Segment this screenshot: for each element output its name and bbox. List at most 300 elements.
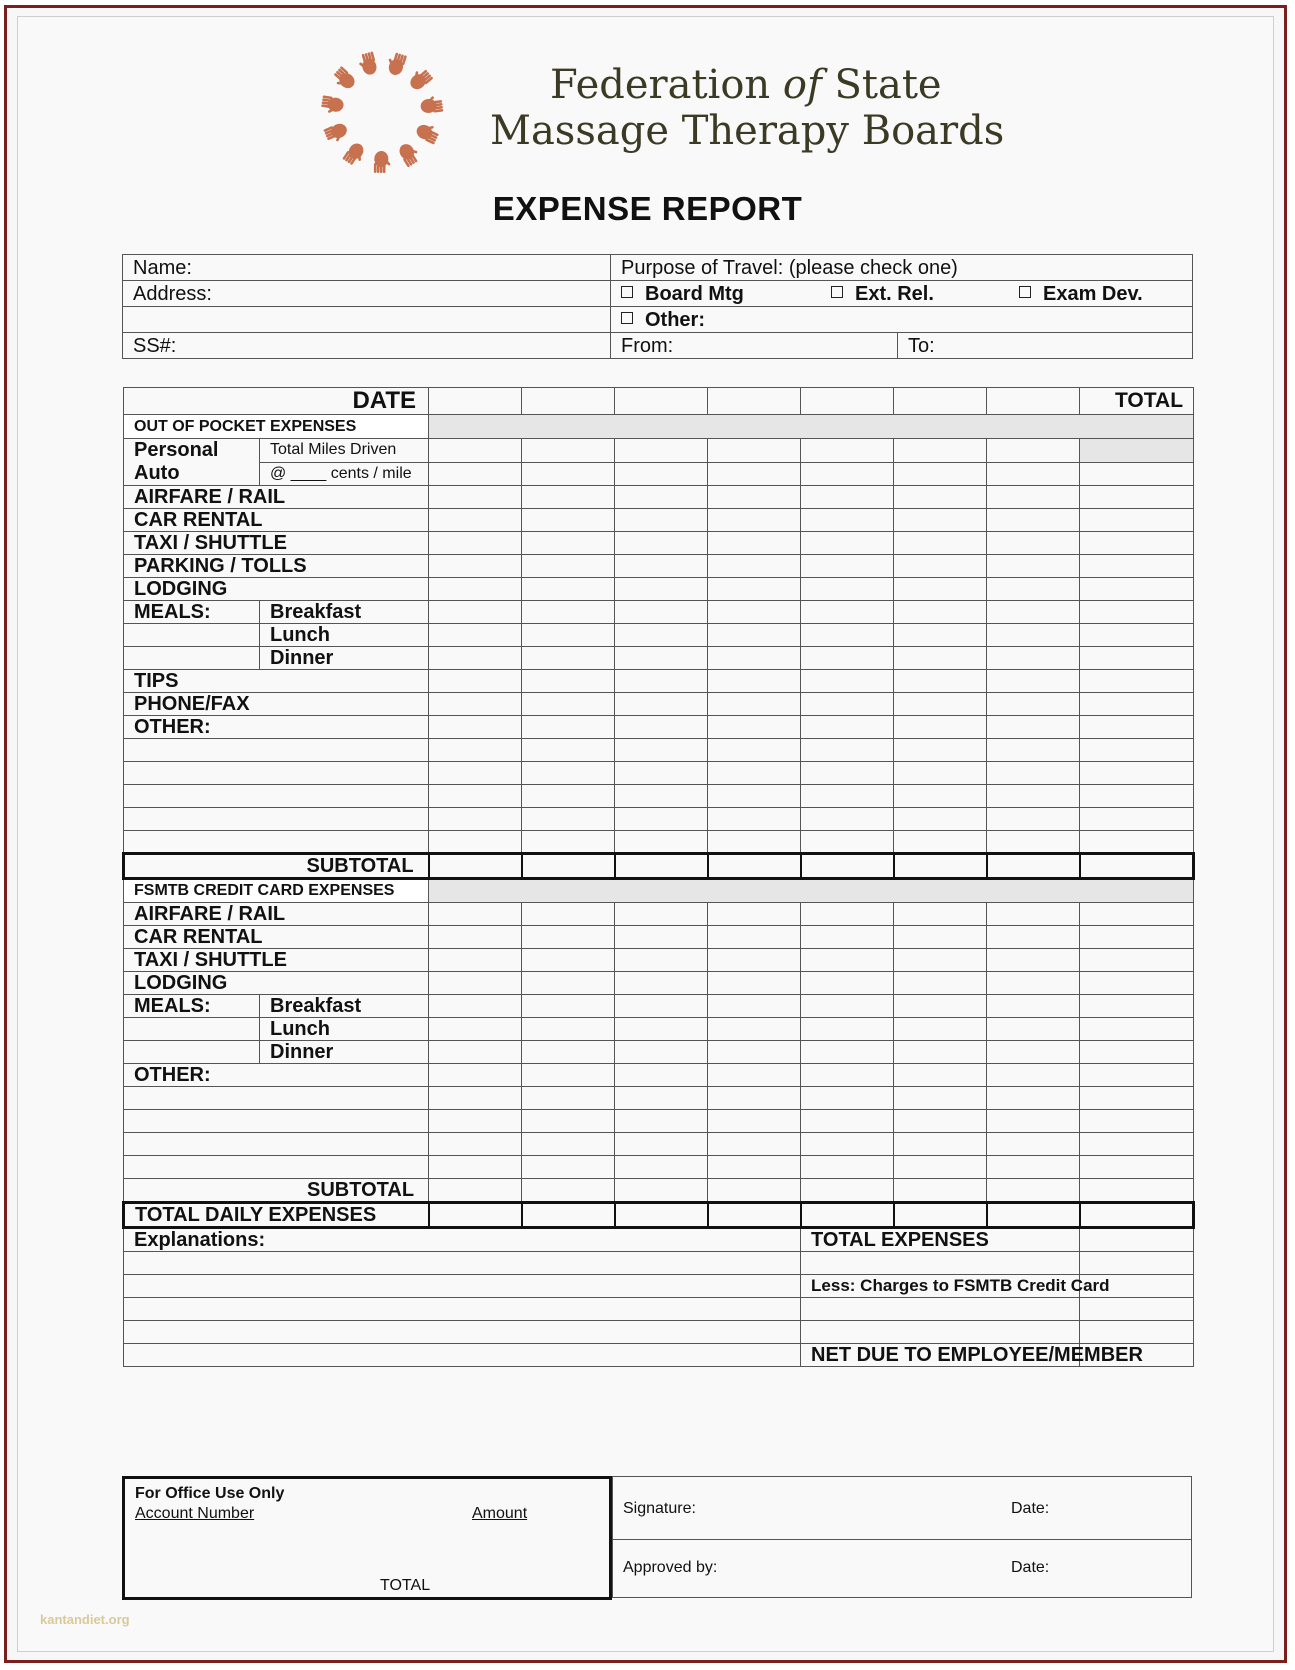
day-cell[interactable] <box>801 1041 894 1064</box>
day-cell[interactable] <box>522 647 615 670</box>
row-total-cell[interactable] <box>1080 1133 1194 1156</box>
day-cell[interactable] <box>708 1041 801 1064</box>
day-cell[interactable] <box>987 854 1080 879</box>
day-cell[interactable] <box>801 831 894 854</box>
day-cell[interactable] <box>801 785 894 808</box>
day-cell[interactable] <box>522 693 615 716</box>
checkbox-other[interactable] <box>621 312 633 324</box>
day-cell[interactable] <box>987 532 1080 555</box>
day-cell[interactable] <box>987 670 1080 693</box>
day-cell[interactable] <box>615 509 708 532</box>
day-cell[interactable] <box>615 1133 708 1156</box>
day-cell[interactable] <box>429 624 522 647</box>
day-cell[interactable] <box>429 808 522 831</box>
day-cell[interactable] <box>615 486 708 509</box>
day-cell[interactable] <box>987 1179 1080 1203</box>
day-cell[interactable] <box>894 739 987 762</box>
day-cell[interactable] <box>987 509 1080 532</box>
day-cell[interactable] <box>708 716 801 739</box>
day-cell[interactable] <box>987 439 1080 463</box>
row-total-cell[interactable] <box>1080 1041 1194 1064</box>
explanation-line[interactable] <box>124 1298 801 1321</box>
date-cell[interactable] <box>429 388 522 415</box>
day-cell[interactable] <box>894 1110 987 1133</box>
checkbox-board-mtg[interactable] <box>621 286 633 298</box>
day-cell[interactable] <box>708 1087 801 1110</box>
other-blank-row[interactable] <box>124 1087 429 1110</box>
day-cell[interactable] <box>987 1203 1080 1228</box>
day-cell[interactable] <box>987 926 1080 949</box>
day-cell[interactable] <box>615 439 708 463</box>
day-cell[interactable] <box>429 439 522 463</box>
day-cell[interactable] <box>429 1133 522 1156</box>
day-cell[interactable] <box>615 624 708 647</box>
day-cell[interactable] <box>801 1203 894 1228</box>
day-cell[interactable] <box>615 716 708 739</box>
day-cell[interactable] <box>615 739 708 762</box>
day-cell[interactable] <box>429 903 522 926</box>
day-cell[interactable] <box>801 1087 894 1110</box>
day-cell[interactable] <box>708 462 801 486</box>
day-cell[interactable] <box>894 578 987 601</box>
day-cell[interactable] <box>708 949 801 972</box>
signature-row[interactable] <box>613 1477 1191 1540</box>
day-cell[interactable] <box>429 509 522 532</box>
ss-field[interactable] <box>123 333 611 359</box>
explanation-line[interactable] <box>124 1275 801 1298</box>
day-cell[interactable] <box>522 716 615 739</box>
day-cell[interactable] <box>615 785 708 808</box>
day-cell[interactable] <box>429 1156 522 1179</box>
row-total-cell[interactable] <box>1080 1156 1194 1179</box>
day-cell[interactable] <box>987 972 1080 995</box>
day-cell[interactable] <box>801 1018 894 1041</box>
name-field[interactable] <box>123 255 611 281</box>
day-cell[interactable] <box>801 509 894 532</box>
day-cell[interactable] <box>522 972 615 995</box>
row-total-cell[interactable] <box>1080 995 1194 1018</box>
day-cell[interactable] <box>894 854 987 879</box>
option-ext-rel[interactable]: Ext. Rel. <box>831 283 1019 305</box>
day-cell[interactable] <box>987 903 1080 926</box>
summary-amount-cell[interactable] <box>1080 1321 1194 1344</box>
day-cell[interactable] <box>894 1041 987 1064</box>
day-cell[interactable] <box>801 1133 894 1156</box>
day-cell[interactable] <box>429 486 522 509</box>
row-total-cell[interactable] <box>1080 1203 1194 1228</box>
address-line2-field[interactable] <box>123 307 611 333</box>
day-cell[interactable] <box>801 762 894 785</box>
day-cell[interactable] <box>708 785 801 808</box>
day-cell[interactable] <box>894 693 987 716</box>
address-field[interactable] <box>123 281 611 307</box>
day-cell[interactable] <box>522 808 615 831</box>
row-total-cell[interactable] <box>1080 1179 1194 1203</box>
other-blank-row[interactable] <box>124 808 429 831</box>
day-cell[interactable] <box>987 1156 1080 1179</box>
day-cell[interactable] <box>615 532 708 555</box>
day-cell[interactable] <box>522 1041 615 1064</box>
day-cell[interactable] <box>894 926 987 949</box>
day-cell[interactable] <box>894 1064 987 1087</box>
checkbox-exam-dev[interactable] <box>1019 286 1031 298</box>
day-cell[interactable] <box>522 1087 615 1110</box>
day-cell[interactable] <box>894 831 987 854</box>
day-cell[interactable] <box>615 854 708 879</box>
day-cell[interactable] <box>429 785 522 808</box>
day-cell[interactable] <box>987 624 1080 647</box>
day-cell[interactable] <box>429 926 522 949</box>
explanation-line[interactable] <box>124 1321 801 1344</box>
summary-amount-cell[interactable] <box>1080 1298 1194 1321</box>
date-cell[interactable] <box>801 388 894 415</box>
day-cell[interactable] <box>894 439 987 463</box>
day-cell[interactable] <box>522 1156 615 1179</box>
day-cell[interactable] <box>615 555 708 578</box>
day-cell[interactable] <box>894 995 987 1018</box>
day-cell[interactable] <box>987 831 1080 854</box>
day-cell[interactable] <box>987 601 1080 624</box>
day-cell[interactable] <box>429 670 522 693</box>
day-cell[interactable] <box>894 716 987 739</box>
day-cell[interactable] <box>429 693 522 716</box>
day-cell[interactable] <box>429 972 522 995</box>
other-blank-row[interactable] <box>124 785 429 808</box>
day-cell[interactable] <box>708 762 801 785</box>
day-cell[interactable] <box>708 995 801 1018</box>
day-cell[interactable] <box>615 693 708 716</box>
day-cell[interactable] <box>615 1018 708 1041</box>
day-cell[interactable] <box>522 1133 615 1156</box>
day-cell[interactable] <box>987 462 1080 486</box>
day-cell[interactable] <box>522 903 615 926</box>
day-cell[interactable] <box>429 739 522 762</box>
day-cell[interactable] <box>987 555 1080 578</box>
day-cell[interactable] <box>894 949 987 972</box>
row-total-cell[interactable] <box>1080 509 1194 532</box>
day-cell[interactable] <box>801 995 894 1018</box>
day-cell[interactable] <box>987 785 1080 808</box>
day-cell[interactable] <box>801 578 894 601</box>
day-cell[interactable] <box>522 1018 615 1041</box>
day-cell[interactable] <box>801 693 894 716</box>
day-cell[interactable] <box>522 785 615 808</box>
day-cell[interactable] <box>522 509 615 532</box>
day-cell[interactable] <box>894 462 987 486</box>
day-cell[interactable] <box>522 926 615 949</box>
day-cell[interactable] <box>429 647 522 670</box>
day-cell[interactable] <box>987 949 1080 972</box>
day-cell[interactable] <box>894 670 987 693</box>
day-cell[interactable] <box>801 926 894 949</box>
day-cell[interactable] <box>987 578 1080 601</box>
row-total-cell[interactable] <box>1080 785 1194 808</box>
day-cell[interactable] <box>522 486 615 509</box>
day-cell[interactable] <box>801 903 894 926</box>
day-cell[interactable] <box>708 972 801 995</box>
day-cell[interactable] <box>987 1110 1080 1133</box>
day-cell[interactable] <box>708 647 801 670</box>
day-cell[interactable] <box>894 647 987 670</box>
row-total-cell[interactable] <box>1080 716 1194 739</box>
day-cell[interactable] <box>615 831 708 854</box>
day-cell[interactable] <box>522 995 615 1018</box>
day-cell[interactable] <box>894 624 987 647</box>
day-cell[interactable] <box>522 624 615 647</box>
day-cell[interactable] <box>894 972 987 995</box>
day-cell[interactable] <box>708 739 801 762</box>
day-cell[interactable] <box>894 486 987 509</box>
day-cell[interactable] <box>615 972 708 995</box>
day-cell[interactable] <box>987 1041 1080 1064</box>
day-cell[interactable] <box>801 624 894 647</box>
day-cell[interactable] <box>987 1064 1080 1087</box>
day-cell[interactable] <box>801 439 894 463</box>
other-blank-row[interactable] <box>124 739 429 762</box>
day-cell[interactable] <box>615 1087 708 1110</box>
row-total-cell[interactable] <box>1080 1110 1194 1133</box>
day-cell[interactable] <box>429 1064 522 1087</box>
day-cell[interactable] <box>801 462 894 486</box>
day-cell[interactable] <box>708 1064 801 1087</box>
from-field[interactable]: From: <box>611 333 898 359</box>
day-cell[interactable] <box>801 532 894 555</box>
day-cell[interactable] <box>522 1203 615 1228</box>
day-cell[interactable] <box>615 949 708 972</box>
day-cell[interactable] <box>708 532 801 555</box>
day-cell[interactable] <box>429 762 522 785</box>
day-cell[interactable] <box>429 601 522 624</box>
day-cell[interactable] <box>987 693 1080 716</box>
date-cell[interactable] <box>987 388 1080 415</box>
day-cell[interactable] <box>522 762 615 785</box>
row-total-cell[interactable] <box>1080 926 1194 949</box>
day-cell[interactable] <box>522 532 615 555</box>
day-cell[interactable] <box>894 1179 987 1203</box>
day-cell[interactable] <box>708 1203 801 1228</box>
day-cell[interactable] <box>429 1087 522 1110</box>
day-cell[interactable] <box>987 1133 1080 1156</box>
other-blank-row[interactable] <box>124 831 429 854</box>
day-cell[interactable] <box>801 972 894 995</box>
day-cell[interactable] <box>987 716 1080 739</box>
other-blank-row[interactable] <box>124 1156 429 1179</box>
day-cell[interactable] <box>522 670 615 693</box>
day-cell[interactable] <box>708 439 801 463</box>
day-cell[interactable] <box>801 647 894 670</box>
date-cell[interactable] <box>522 388 615 415</box>
day-cell[interactable] <box>522 1179 615 1203</box>
day-cell[interactable] <box>708 926 801 949</box>
option-other[interactable]: Other: <box>611 307 1193 333</box>
other-blank-row[interactable] <box>124 1133 429 1156</box>
day-cell[interactable] <box>429 532 522 555</box>
day-cell[interactable] <box>894 509 987 532</box>
day-cell[interactable] <box>894 601 987 624</box>
day-cell[interactable] <box>522 555 615 578</box>
day-cell[interactable] <box>615 1156 708 1179</box>
day-cell[interactable] <box>894 785 987 808</box>
day-cell[interactable] <box>894 532 987 555</box>
explanation-line[interactable] <box>124 1344 801 1367</box>
day-cell[interactable] <box>429 831 522 854</box>
row-total-cell[interactable] <box>1080 601 1194 624</box>
day-cell[interactable] <box>429 949 522 972</box>
day-cell[interactable] <box>615 762 708 785</box>
day-cell[interactable] <box>429 995 522 1018</box>
day-cell[interactable] <box>894 1087 987 1110</box>
day-cell[interactable] <box>708 831 801 854</box>
day-cell[interactable] <box>801 1179 894 1203</box>
day-cell[interactable] <box>429 1018 522 1041</box>
row-total-cell[interactable] <box>1080 854 1194 879</box>
other-blank-row[interactable] <box>124 762 429 785</box>
day-cell[interactable] <box>801 1156 894 1179</box>
day-cell[interactable] <box>429 1041 522 1064</box>
date-cell[interactable] <box>708 388 801 415</box>
day-cell[interactable] <box>615 462 708 486</box>
day-cell[interactable] <box>429 854 522 879</box>
day-cell[interactable] <box>801 808 894 831</box>
row-total-cell[interactable] <box>1080 647 1194 670</box>
date-cell[interactable] <box>615 388 708 415</box>
day-cell[interactable] <box>708 624 801 647</box>
day-cell[interactable] <box>987 808 1080 831</box>
day-cell[interactable] <box>708 670 801 693</box>
row-total-cell[interactable] <box>1080 949 1194 972</box>
day-cell[interactable] <box>615 926 708 949</box>
day-cell[interactable] <box>987 486 1080 509</box>
date-cell[interactable] <box>894 388 987 415</box>
day-cell[interactable] <box>708 555 801 578</box>
day-cell[interactable] <box>801 1110 894 1133</box>
row-total-cell[interactable] <box>1080 555 1194 578</box>
day-cell[interactable] <box>894 903 987 926</box>
row-total-cell[interactable] <box>1080 486 1194 509</box>
day-cell[interactable] <box>429 462 522 486</box>
day-cell[interactable] <box>522 578 615 601</box>
day-cell[interactable] <box>615 1064 708 1087</box>
other-blank-row[interactable] <box>124 1110 429 1133</box>
row-total-cell[interactable] <box>1080 532 1194 555</box>
day-cell[interactable] <box>708 601 801 624</box>
to-field[interactable]: To: <box>898 333 1193 359</box>
day-cell[interactable] <box>429 1179 522 1203</box>
day-cell[interactable] <box>708 808 801 831</box>
day-cell[interactable] <box>615 903 708 926</box>
explanation-line[interactable] <box>124 1252 801 1275</box>
day-cell[interactable] <box>708 854 801 879</box>
day-cell[interactable] <box>894 1018 987 1041</box>
day-cell[interactable] <box>429 578 522 601</box>
checkbox-ext-rel[interactable] <box>831 286 843 298</box>
day-cell[interactable] <box>987 1018 1080 1041</box>
summary-amount-cell[interactable] <box>1080 1252 1194 1275</box>
option-board-mtg[interactable]: Board Mtg <box>621 283 831 305</box>
day-cell[interactable] <box>615 1041 708 1064</box>
day-cell[interactable] <box>615 670 708 693</box>
day-cell[interactable] <box>615 578 708 601</box>
day-cell[interactable] <box>615 995 708 1018</box>
row-total-cell[interactable] <box>1080 462 1194 486</box>
day-cell[interactable] <box>894 1156 987 1179</box>
day-cell[interactable] <box>522 739 615 762</box>
day-cell[interactable] <box>615 1110 708 1133</box>
day-cell[interactable] <box>708 693 801 716</box>
day-cell[interactable] <box>801 601 894 624</box>
day-cell[interactable] <box>522 601 615 624</box>
row-total-cell[interactable] <box>1080 1087 1194 1110</box>
day-cell[interactable] <box>987 1087 1080 1110</box>
day-cell[interactable] <box>615 808 708 831</box>
day-cell[interactable] <box>801 486 894 509</box>
day-cell[interactable] <box>894 1203 987 1228</box>
day-cell[interactable] <box>987 995 1080 1018</box>
day-cell[interactable] <box>429 555 522 578</box>
day-cell[interactable] <box>522 1110 615 1133</box>
day-cell[interactable] <box>615 601 708 624</box>
day-cell[interactable] <box>429 1203 522 1228</box>
day-cell[interactable] <box>708 1018 801 1041</box>
day-cell[interactable] <box>894 1133 987 1156</box>
day-cell[interactable] <box>522 854 615 879</box>
day-cell[interactable] <box>708 486 801 509</box>
day-cell[interactable] <box>522 831 615 854</box>
day-cell[interactable] <box>429 1110 522 1133</box>
row-total-cell[interactable] <box>1080 1064 1194 1087</box>
day-cell[interactable] <box>894 555 987 578</box>
day-cell[interactable] <box>615 647 708 670</box>
day-cell[interactable] <box>429 716 522 739</box>
day-cell[interactable] <box>987 762 1080 785</box>
day-cell[interactable] <box>987 739 1080 762</box>
day-cell[interactable] <box>708 903 801 926</box>
day-cell[interactable] <box>894 762 987 785</box>
day-cell[interactable] <box>708 578 801 601</box>
option-exam-dev[interactable]: Exam Dev. <box>1019 283 1143 305</box>
day-cell[interactable] <box>894 808 987 831</box>
day-cell[interactable] <box>522 949 615 972</box>
day-cell[interactable] <box>708 1110 801 1133</box>
day-cell[interactable] <box>708 1133 801 1156</box>
row-total-cell[interactable] <box>1080 670 1194 693</box>
day-cell[interactable] <box>708 1179 801 1203</box>
row-total-cell[interactable] <box>1080 1018 1194 1041</box>
row-total-cell[interactable] <box>1080 762 1194 785</box>
row-total-cell[interactable] <box>1080 903 1194 926</box>
day-cell[interactable] <box>801 1064 894 1087</box>
day-cell[interactable] <box>801 949 894 972</box>
day-cell[interactable] <box>801 739 894 762</box>
row-total-cell[interactable] <box>1080 808 1194 831</box>
row-total-cell[interactable] <box>1080 693 1194 716</box>
day-cell[interactable] <box>615 1179 708 1203</box>
day-cell[interactable] <box>987 647 1080 670</box>
row-total-cell[interactable] <box>1080 578 1194 601</box>
row-total-cell[interactable] <box>1080 624 1194 647</box>
day-cell[interactable] <box>522 462 615 486</box>
row-total-cell[interactable] <box>1080 739 1194 762</box>
day-cell[interactable] <box>801 555 894 578</box>
day-cell[interactable] <box>522 439 615 463</box>
day-cell[interactable] <box>522 1064 615 1087</box>
day-cell[interactable] <box>801 670 894 693</box>
day-cell[interactable] <box>615 1203 708 1228</box>
day-cell[interactable] <box>708 509 801 532</box>
summary-amount-cell[interactable] <box>1080 1228 1194 1252</box>
day-cell[interactable] <box>801 716 894 739</box>
row-total-cell[interactable] <box>1080 831 1194 854</box>
